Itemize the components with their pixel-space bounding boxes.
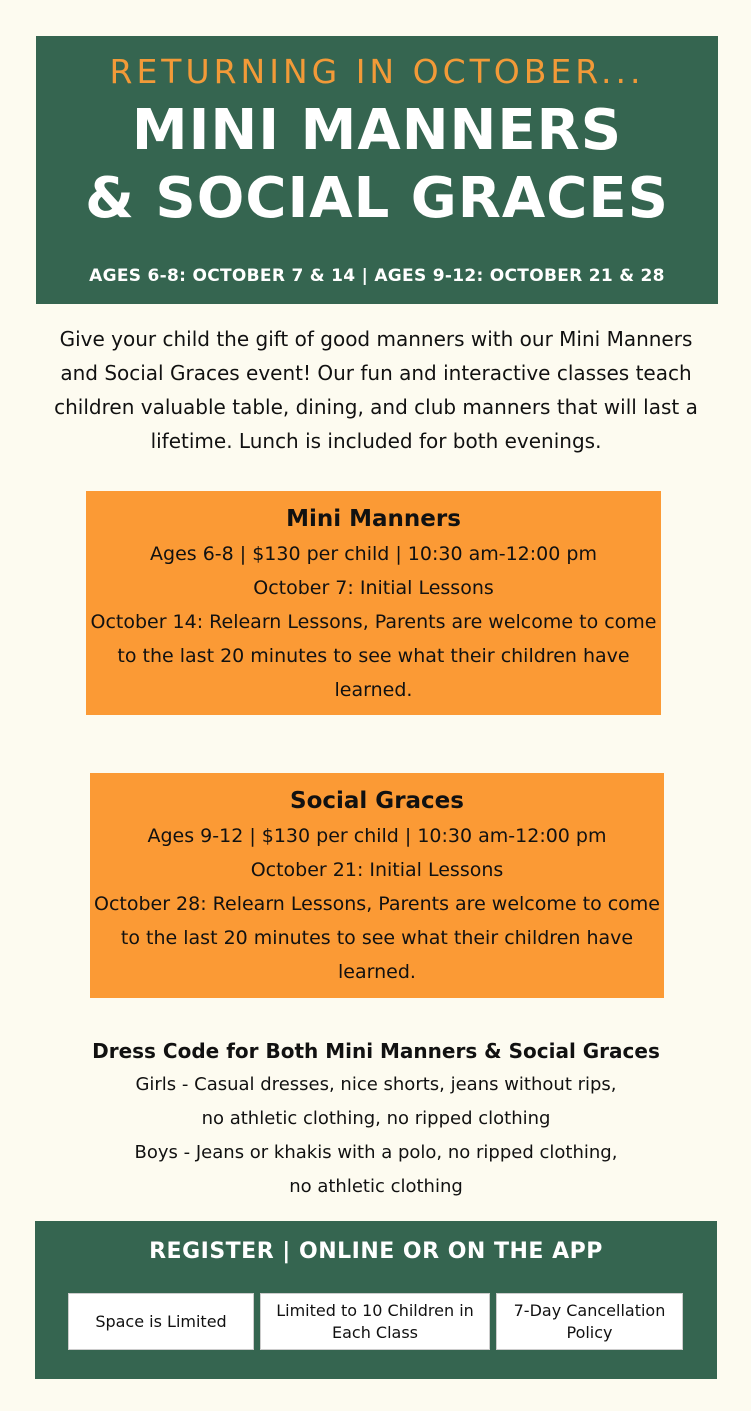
dates-line: AGES 6-8: OCTOBER 7 & 14 | AGES 9-12: OCTOBER 21 & 28 <box>89 266 665 286</box>
class-limit-badge: Limited to 10 Children in Each Class <box>260 1293 490 1350</box>
mini-manners-details: Ages 6-8 | $130 per child | 10:30 am-12:00 pm <box>150 543 597 565</box>
register-banner <box>35 1221 717 1379</box>
mini-manners-relearn: October 14: Relearn Lessons, Parents are welcome to come to the last 20 minutes to see what their children have learned. <box>90 611 657 701</box>
header-banner <box>36 36 718 304</box>
social-graces-details: Ages 9-12 | $130 per child | 10:30 am-12:00 pm <box>147 825 607 847</box>
dress-code-section <box>40 1034 712 1204</box>
page-title <box>36 97 718 233</box>
eyebrow-text: RETURNING IN OCTOBER... <box>109 52 645 91</box>
social-graces-title: Social Graces <box>290 788 464 814</box>
social-graces-initial: October 21: Initial Lessons <box>250 859 504 881</box>
dress-code-title: Dress Code for Both Mini Manners & Social Graces <box>92 1039 660 1063</box>
mini-manners-initial: October 7: Initial Lessons <box>253 577 494 599</box>
mini-manners-title: Mini Manners <box>286 506 461 532</box>
mini-manners-box <box>86 491 661 715</box>
dress-code-boys-1: Boys - Jeans or khakis with a polo, no ripped clothing, <box>134 1142 618 1163</box>
dress-code-boys-2: no athletic clothing <box>289 1176 463 1197</box>
social-graces-box <box>90 773 664 998</box>
space-limited-badge: Space is Limited <box>68 1293 254 1350</box>
social-graces-relearn: October 28: Relearn Lessons, Parents are welcome to come to the last 20 minutes to see what their children have learned. <box>93 893 660 983</box>
dress-code-girls-2: no athletic clothing, no ripped clothing <box>201 1108 551 1129</box>
title-line-2: & SOCIAL GRACES <box>85 166 669 231</box>
title-line-1: MINI MANNERS <box>131 98 623 163</box>
dress-code-girls-1: Girls - Casual dresses, nice shorts, jeans without rips, <box>135 1074 617 1095</box>
intro-paragraph: Give your child the gift of good manners with our Mini Manners and Social Graces event! Our fun and interactive classes teach children valuable table, dining, and club manners that will last a lifetime. Lunch is included for both evenings. <box>54 327 698 453</box>
cancellation-policy-badge: 7-Day Cancellation Policy <box>496 1293 683 1350</box>
register-title: REGISTER | ONLINE OR ON THE APP <box>149 1239 603 1264</box>
